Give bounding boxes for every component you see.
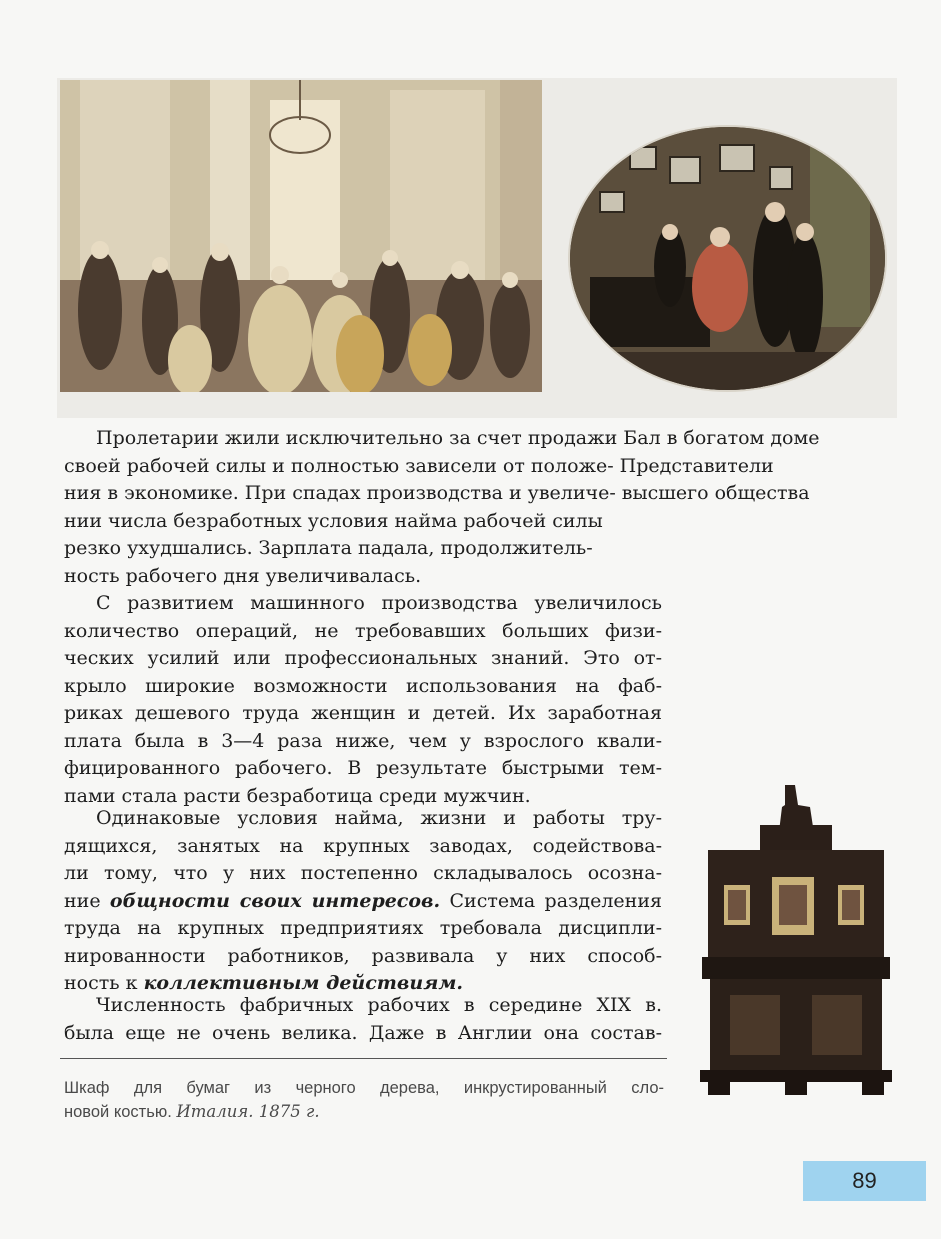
caption-divider — [60, 1058, 667, 1059]
text-line: количество операций, не требовавших больших физи- — [64, 619, 662, 642]
paragraph-machine-production — [64, 590, 662, 810]
text-line: Одинаковые условия найма, жизни и работы тру- — [96, 807, 662, 829]
text-line: Пролетарии жили исключительно за счет продажи Бал в богатом доме — [96, 427, 820, 449]
caption-line — [64, 1100, 664, 1124]
text-line: своей рабочей силы и полностью зависели от положе- Представители — [64, 454, 774, 477]
text-fragment: ние — [64, 889, 110, 912]
paragraph-common-interests — [64, 805, 662, 998]
paragraph-factory-workers — [64, 992, 662, 1047]
paragraph-proletarians — [64, 425, 844, 590]
text-line: плата была в 3—4 раза ниже, чем у взрослого квали- — [64, 729, 662, 752]
text-line: нированности работников, развивала у них способ- — [64, 944, 662, 967]
text-line: ческих усилий или профессиональных знаний. Это от- — [64, 647, 662, 669]
caption-origin: Италия. 1875 г. — [176, 1102, 320, 1121]
text-line: ния в экономике. При спадах производства и увеличе- высшего общества — [64, 482, 810, 504]
text-line: С развитием машинного производства увеличилось — [96, 592, 662, 614]
text-fragment: Система разделения — [440, 889, 662, 912]
text-line: дящихся, занятых на крупных заводах, содействова- — [64, 834, 662, 857]
text-line: риках дешевого труда женщин и детей. Их заработная — [64, 702, 662, 724]
cabinet-caption — [64, 1076, 664, 1124]
page-number: 89 — [803, 1161, 926, 1201]
text-line: труда на крупных предприятиях требовала дисципли- — [64, 917, 662, 939]
text-line: пами стала расти безработица среди мужчин. — [64, 784, 531, 807]
text-line: резко ухудшались. Зарплата падала, продолжитель- — [64, 537, 593, 559]
term-collective-actions: коллективным действиям. — [143, 972, 463, 994]
term-common-interests: общности своих интересов. — [109, 889, 441, 912]
text-line: была еще не очень велика. Даже в Англии она состав- — [64, 1021, 662, 1044]
text-line — [64, 888, 662, 916]
text-line: ли тому, что у них постепенно складывалось осозна- — [64, 862, 662, 884]
text-line: фицированного рабочего. В результате быстрыми тем- — [64, 757, 662, 779]
text-line: нии числа безработных условия найма рабочей силы — [64, 509, 603, 532]
living-room-illustration — [570, 127, 885, 390]
text-fragment: ность к — [64, 972, 144, 994]
caption-line: Шкаф для бумаг из черного дерева, инкрустированный сло- — [64, 1079, 664, 1097]
ebony-cabinet-illustration — [700, 785, 892, 1095]
text-line: Численность фабричных рабочих в середине XIX в. — [96, 994, 662, 1016]
text-line: крыло широкие возможности использования на фаб- — [64, 674, 662, 697]
text-line: ность рабочего дня увеличивалась. — [64, 564, 422, 587]
ballroom-illustration — [60, 80, 542, 392]
caption-fragment: новой костью. — [64, 1103, 177, 1121]
